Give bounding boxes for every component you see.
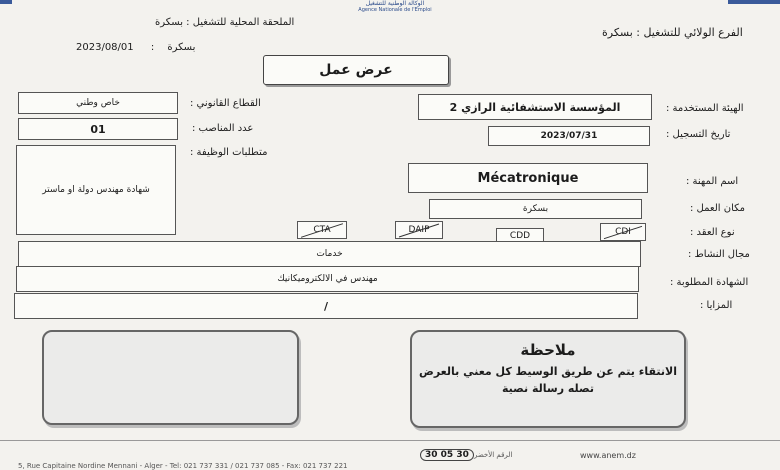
page-title: عرض عمل [263,55,449,85]
registration-value: 2023/07/31 [488,126,650,146]
requirements-label: متطلبات الوظيفة : [190,147,268,158]
profession-label: اسم المهنة : [686,176,739,187]
requirements-value: شهادة مهندس دولة او ماستر [16,145,176,235]
wilaya-branch: الفرع الولائي للتشغيل : بسكرة [602,26,743,39]
date-colon: : [150,42,155,53]
contract-label: نوع العقد : [690,227,735,238]
contract-cta: CTA [297,221,347,239]
date-line [76,42,195,53]
header-date: 2023/08/01 [76,42,134,53]
benefits-value: / [14,293,638,319]
footer-green-number: 30 05 30 [420,449,474,461]
sector-value: خاص وطني [18,92,178,114]
top-bar-left [0,0,12,4]
positions-label: عدد المناصب : [192,123,254,134]
workplace-value: بسكرة [429,199,642,219]
profession-value: Mécatronique [408,163,648,193]
registration-label: تاريخ التسجيل : [666,129,731,140]
logo-arabic: الوكالة الوطنية للتشغيل [365,0,425,7]
contract-daip: DAIP [395,221,443,239]
positions-value: 01 [18,118,178,140]
footer-address: 5, Rue Capitaine Nordine Mennani - Alger - Tel: 021 737 331 / 021 737 085 - Fax: 021 737 221 [18,462,348,470]
logo-french: Agence Nationale de l'Emploi [358,7,432,13]
employer-label: الهيئة المستخدمة : [666,103,744,114]
activity-value: خدمات [18,241,641,267]
sector-label: القطاع القانوني : [190,98,261,109]
workplace-label: مكان العمل : [690,203,745,214]
footer-divider [0,440,780,441]
header-place: بسكرة [167,42,196,53]
degree-label: الشهادة المطلوبة : [670,277,749,288]
note-box [410,330,686,428]
footer-website: www.anem.dz [580,451,636,460]
logo [330,0,460,14]
local-branch: الملحقة المحلية للتشغيل : بسكرة [155,17,295,28]
employer-value: المؤسسة الاستشفائية الرازي 2 [418,94,652,120]
note-title: ملاحظة [520,341,576,359]
contract-cdd: CDD [496,228,544,244]
note-line1: الانتقاء يتم عن طريق الوسيط كل معني بالعرض [419,365,677,378]
activity-label: مجال النشاط : [688,249,750,260]
top-bar-right [728,0,780,4]
contract-cdi: CDI [600,223,646,241]
footer-green-label: الرقم الأخضر [474,451,513,459]
degree-value: مهندس في الالكتروميكانيك [16,266,639,292]
benefits-label: المزايا : [700,300,733,311]
empty-note-box [42,330,299,425]
note-line2: تصله رسالة نصية [501,382,594,395]
